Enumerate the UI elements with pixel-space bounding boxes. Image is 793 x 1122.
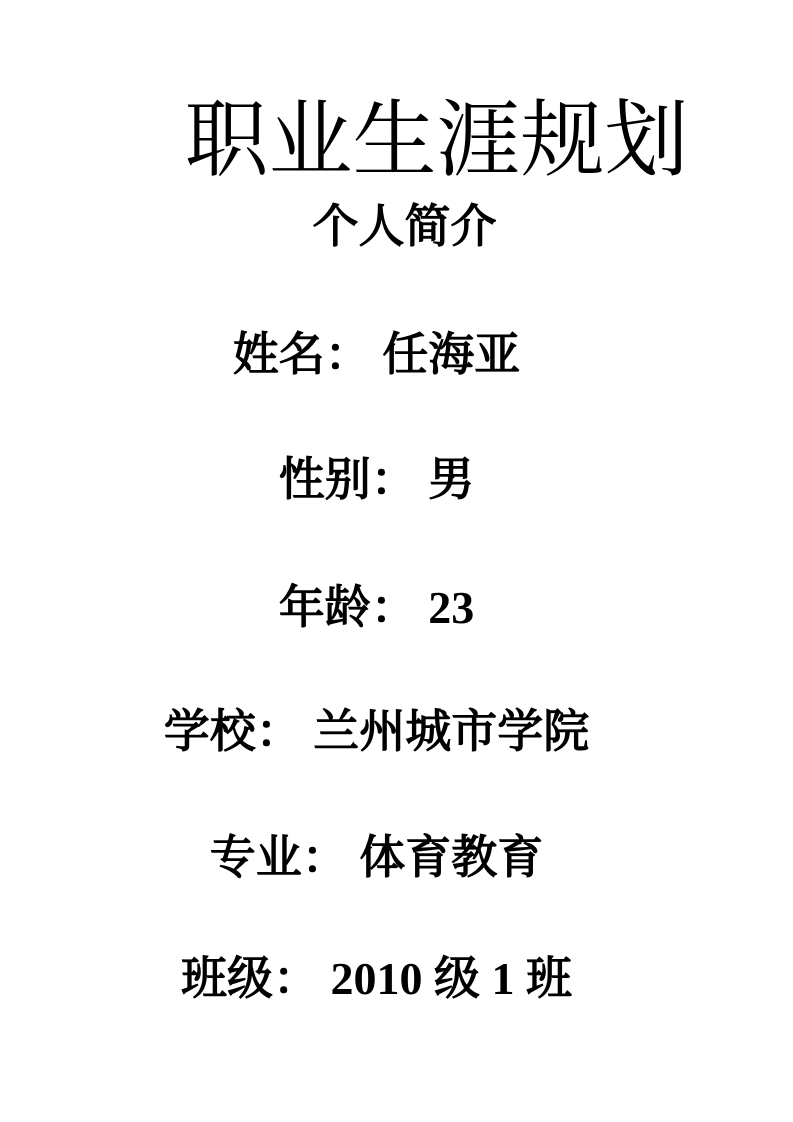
field-label-gender: 性别 <box>278 454 371 505</box>
field-label-name: 姓名 <box>232 329 325 380</box>
field-row-class <box>0 951 773 1006</box>
fullwidth-colon: ： <box>301 832 348 883</box>
fullwidth-colon: ： <box>324 329 371 380</box>
fullwidth-colon: ： <box>273 953 319 1004</box>
field-label-school: 学校 <box>163 706 256 757</box>
field-row-major <box>0 830 773 885</box>
field-row-age <box>0 580 773 635</box>
field-label-age: 年龄 <box>278 582 371 633</box>
document-subtitle: 个人简介 <box>312 201 497 252</box>
field-label-major: 专业 <box>209 832 302 883</box>
field-value-class: 2010 级 1 班 <box>330 953 572 1004</box>
field-value-name: 任海亚 <box>382 329 521 380</box>
field-value-gender: 男 <box>428 454 475 505</box>
field-value-school: 兰州城市学院 <box>313 706 590 757</box>
field-value-major: 体育教育 <box>359 832 544 883</box>
fullwidth-colon: ： <box>370 454 417 505</box>
field-row-name <box>0 327 773 382</box>
field-row-gender <box>0 452 773 507</box>
field-value-age: 23 <box>428 582 475 633</box>
fullwidth-colon: ： <box>370 582 417 633</box>
field-row-school <box>0 704 773 759</box>
fullwidth-colon: ： <box>255 706 302 757</box>
document-title: 职业生涯规划 <box>184 95 689 188</box>
field-label-class: 班级 <box>181 953 273 1004</box>
